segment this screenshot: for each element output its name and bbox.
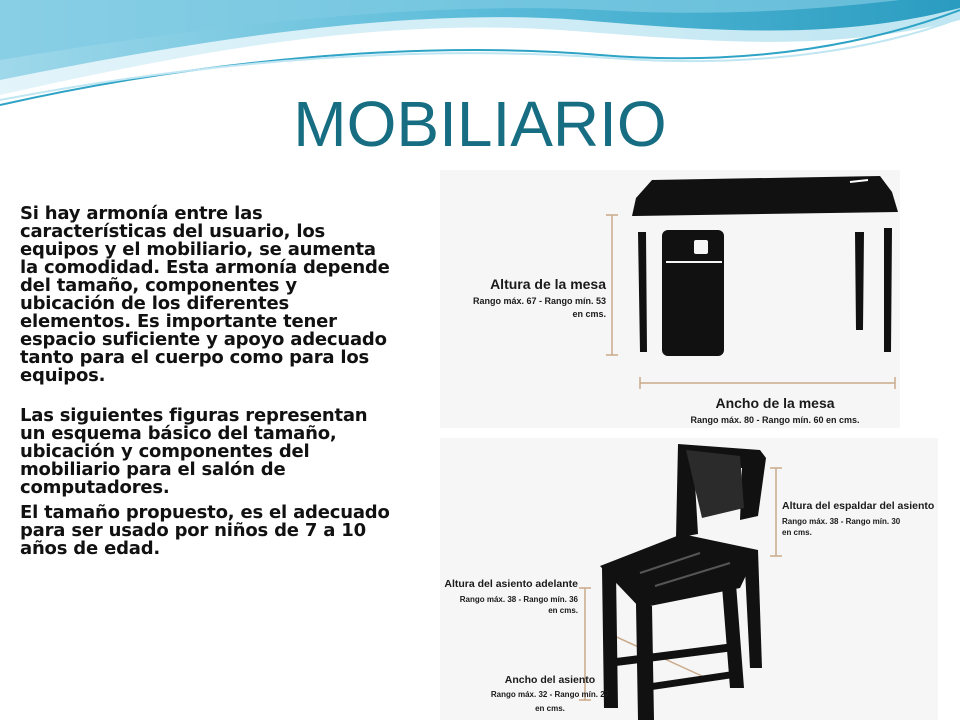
desk-width-range: Rango máx. 80 - Rango mín. 60 en cms. [690,415,860,425]
front-height-label: Altura del asiento adelante [444,578,578,590]
page-title: MOBILIARIO [293,88,667,160]
backrest-label: Altura del espaldar del asiento [782,500,935,512]
seat-width-range: Rango máx. 32 - Rango mín. 27 [490,690,610,699]
front-height-range: Rango máx. 38 - Rango mín. 36 [459,595,578,604]
desk-height-label: Altura de la mesa [490,276,606,292]
seat-width-units: en cms. [535,704,565,713]
desk-width-label: Ancho de la mesa [715,395,835,411]
backrest-units: en cms. [782,528,812,537]
backrest-range: Rango máx. 38 - Rango mín. 30 [782,517,901,526]
paragraph-intro: Si hay armonía entre las características del usuario, los equipos y el mobiliario, se aumenta la comodidad. Esta armonía depende del tamaño, componentes y ubicación de los diferentes elementos. Es importante tener espacio suficiente y apoyo adecuado tanto para el cuerpo como para los equipos. [20,203,390,386]
body-text [20,205,395,580]
front-height-units: en cms. [548,606,578,615]
seat-width-label: Ancho del asiento [504,674,596,686]
desk-figure [440,170,900,428]
desk-drawer-unit [662,230,724,356]
paragraph-size: El tamaño propuesto, es el adecuado para ser usado por niños de 7 a 10 años de edad. [20,502,390,559]
desk-height-range: Rango máx. 67 - Rango mín. 53 [472,296,606,306]
paragraph-figures: Las siguientes figuras representan un esquema básico del tamaño, ubicación y componentes del mobiliario para el salón de computadores. [20,405,368,498]
chair-figure [440,438,938,720]
desk-height-units: en cms. [572,309,606,319]
